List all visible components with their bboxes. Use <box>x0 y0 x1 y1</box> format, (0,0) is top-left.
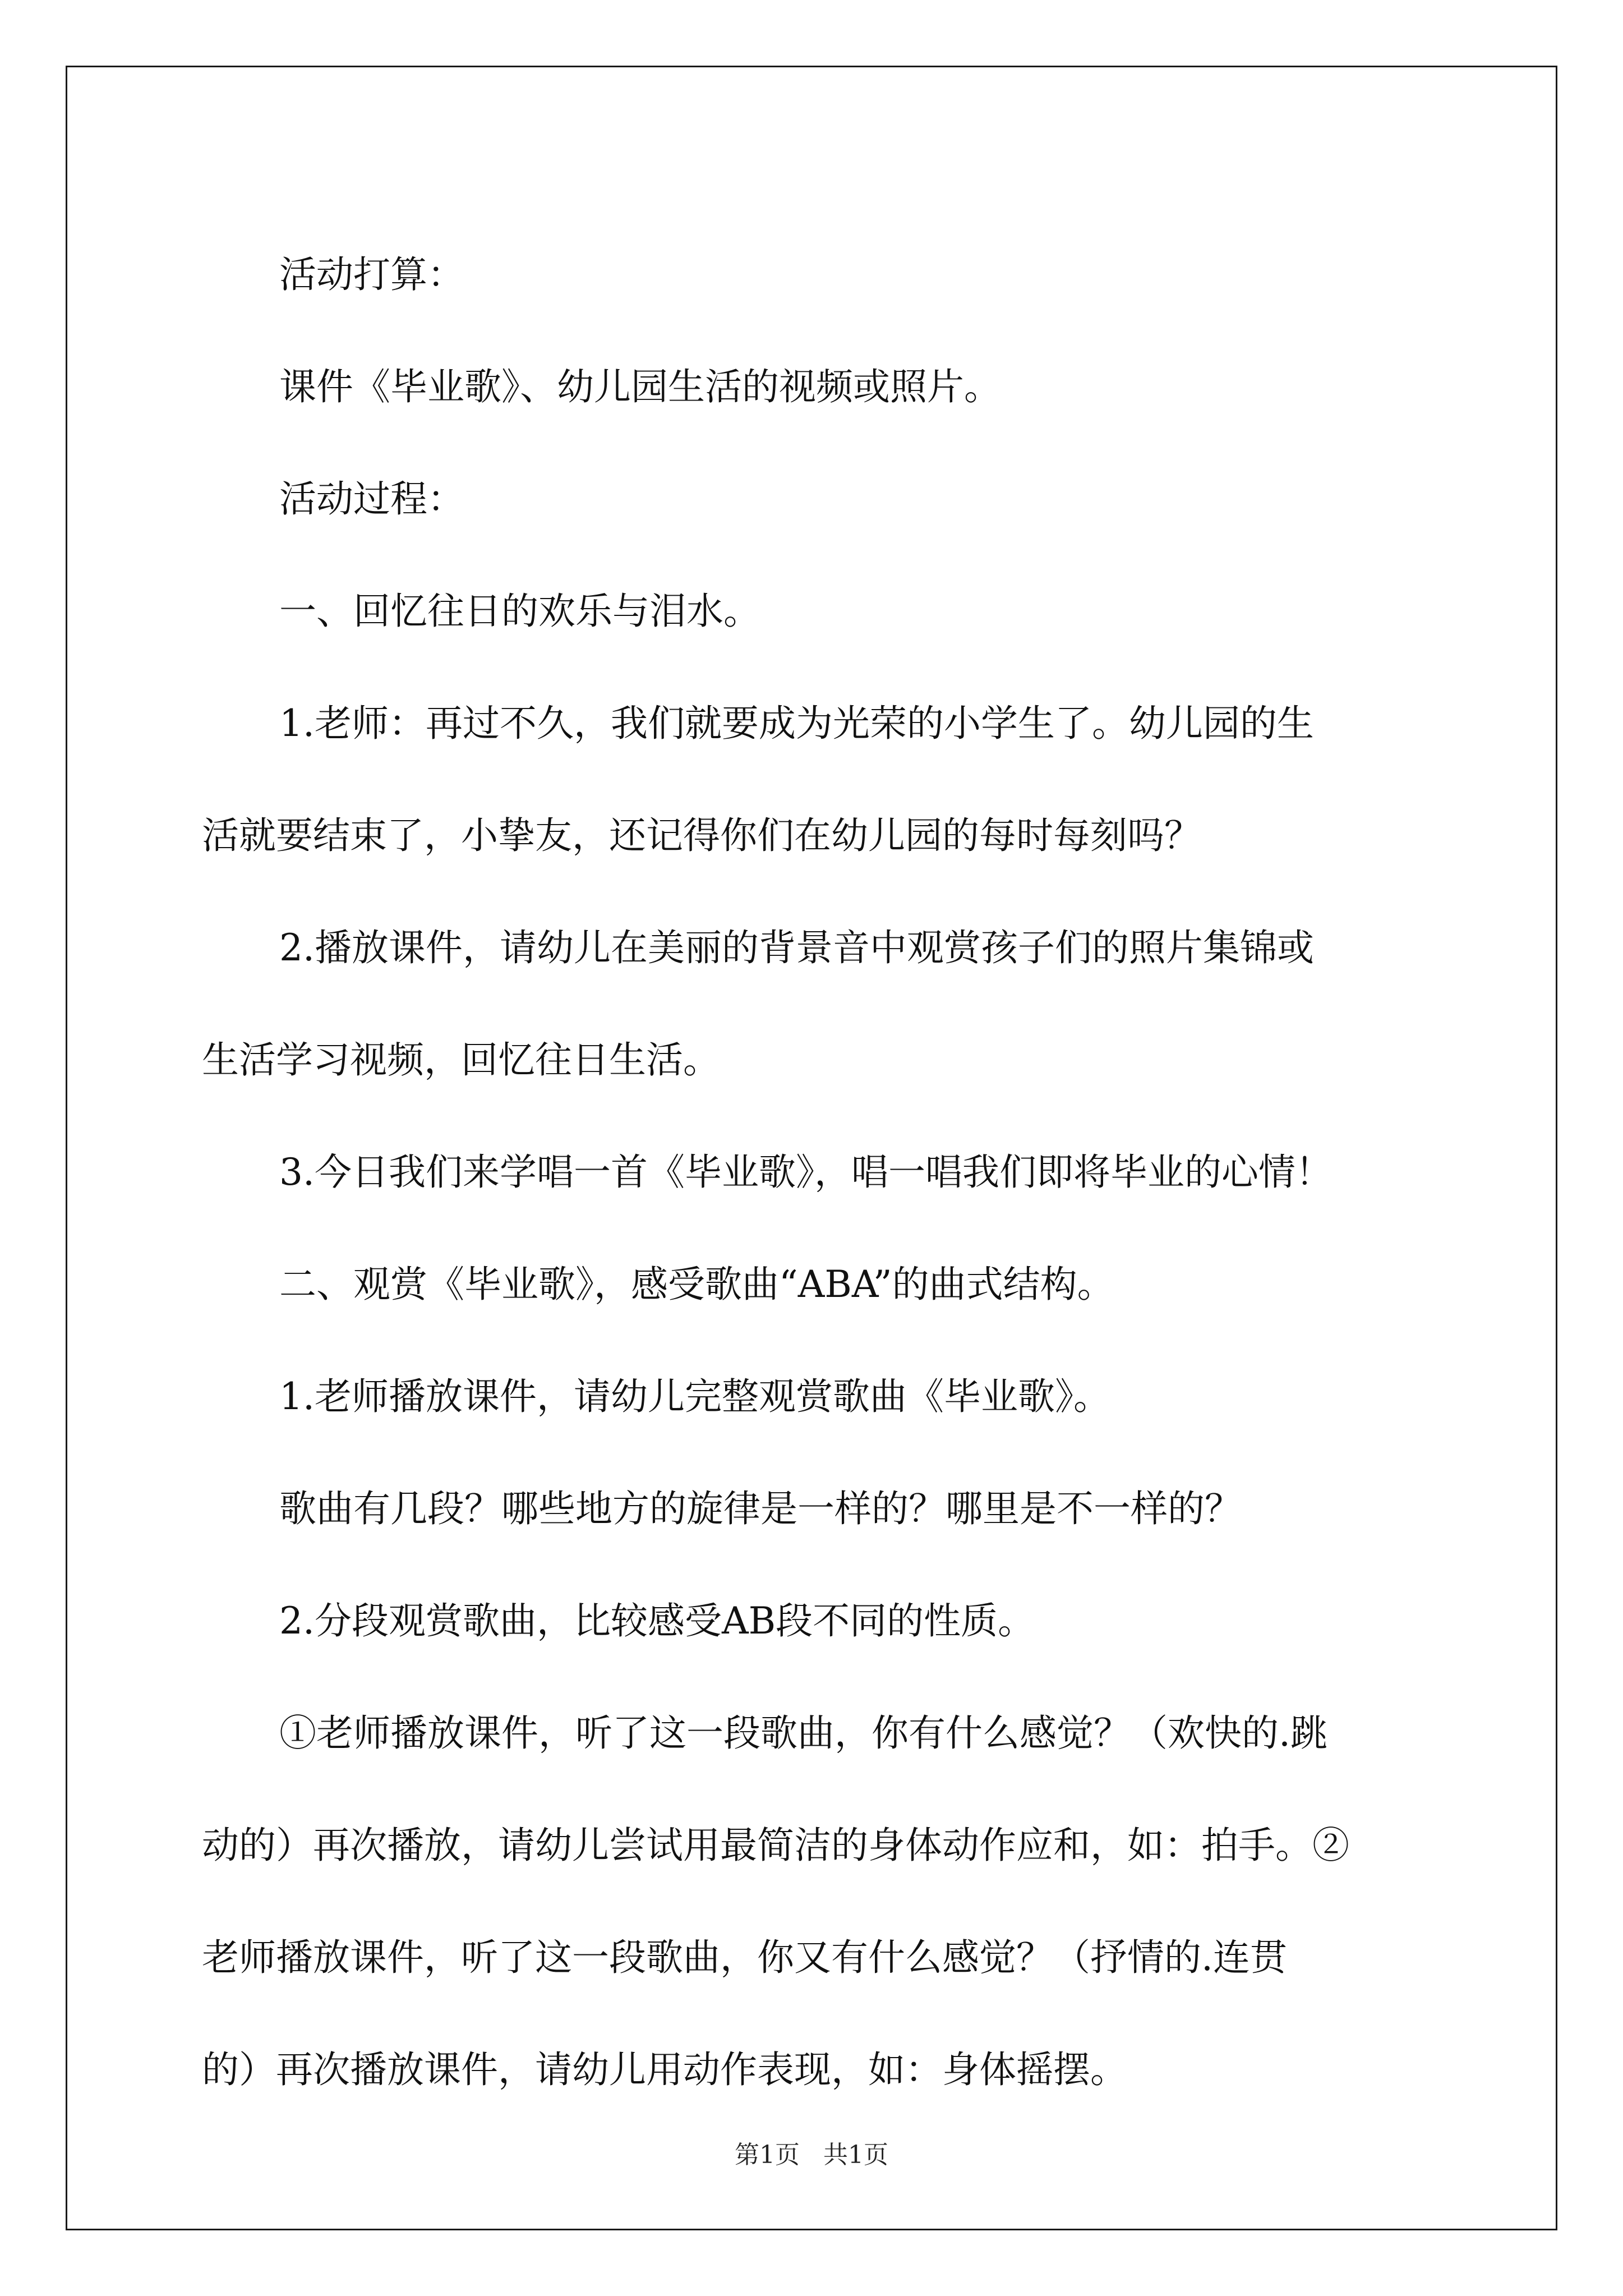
paragraph-section-one-heading: 一、回忆往日的欢乐与泪水。 <box>279 590 760 633</box>
paragraph-line: ①老师播放课件，听了这一段歌曲，你有什么感觉？（欢快的.跳 <box>279 1711 1327 1755</box>
page-total: 共1页 <box>823 2141 888 2169</box>
paragraph-line: 活就要结束了，小挚友，还记得你们在幼儿园的每时每刻吗？ <box>202 814 1201 857</box>
paragraph-line: 的）再次播放课件，请幼儿用动作表现，如：身体摇摆。 <box>202 2048 1127 2091</box>
paragraph-step-3: 3.今日我们来学唱一首《毕业歌》，唱一唱我们即将毕业的心情！ <box>279 1151 1332 1194</box>
paragraph-listen-full-song: 1.老师播放课件，请幼儿完整观赏歌曲《毕业歌》。 <box>279 1375 1110 1418</box>
paragraph-section-details <box>202 1677 1436 2126</box>
page-footer <box>0 2134 1623 2170</box>
paragraph-line: 动的）再次播放，请幼儿尝试用最简洁的身体动作应和，如：拍手。② <box>202 1824 1349 1867</box>
paragraph-questions: 歌曲有几段？哪些地方的旋律是一样的？哪里是不一样的？ <box>279 1487 1242 1530</box>
paragraph-activity-process: 活动过程： <box>279 477 464 521</box>
paragraph-materials: 课件《毕业歌》、幼儿园生活的视频或照片。 <box>279 365 1001 408</box>
paragraph-line: 2.播放课件，请幼儿在美丽的背景音中观赏孩子们的照片集锦或 <box>279 926 1314 969</box>
paragraph-section-two-heading: 二、观赏《毕业歌》，感受歌曲“ABA”的曲式结构。 <box>279 1263 1114 1306</box>
paragraph-line: 1.老师：再过不久，我们就要成为光荣的小学生了。幼儿园的生 <box>279 702 1314 745</box>
paragraph-activity-preparation: 活动打算： <box>279 253 464 296</box>
page-number: 第1页 <box>735 2141 800 2169</box>
paragraph-step-1 <box>202 668 1436 892</box>
paragraph-line: 生活学习视频，回忆往日生活。 <box>202 1038 720 1082</box>
paragraph-listen-sections: 2.分段观赏歌曲，比较感受AB段不同的性质。 <box>279 1599 1035 1642</box>
paragraph-line: 老师播放课件，听了这一段歌曲，你又有什么感觉？（抒情的.连贯 <box>202 1936 1287 1979</box>
document-body <box>202 219 1436 2126</box>
paragraph-step-2 <box>202 892 1436 1116</box>
